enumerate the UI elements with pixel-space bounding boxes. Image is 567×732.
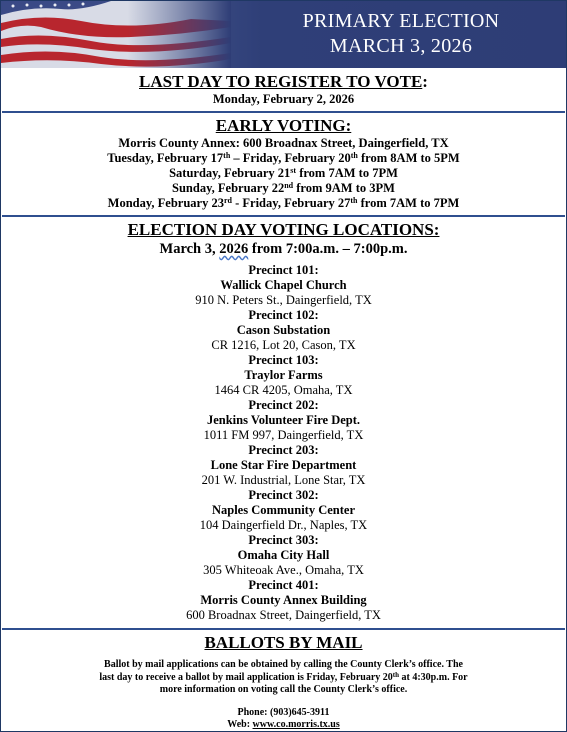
precinct-label: Precinct 401:	[248, 578, 319, 592]
precinct-location-name: Omaha City Hall	[237, 548, 330, 562]
register-section	[1, 68, 566, 107]
precinct-entry	[1, 488, 566, 533]
header-banner	[1, 1, 566, 68]
precinct-location-name: Naples Community Center	[211, 503, 356, 517]
precinct-location-name: Wallick Chapel Church	[220, 278, 347, 292]
election-day-section	[1, 217, 566, 623]
election-title: PRIMARY ELECTION	[302, 10, 500, 32]
precinct-entry	[1, 308, 566, 353]
banner-title	[236, 9, 566, 59]
precinct-address: CR 1216, Lot 20, Cason, TX	[211, 338, 356, 352]
precinct-address: 104 Daingerfield Dr., Naples, TX	[199, 518, 368, 532]
precinct-entry	[1, 533, 566, 578]
precinct-entry	[1, 398, 566, 443]
early-voting-heading: EARLY VOTING:	[215, 116, 352, 135]
ballots-text-2: last day to receive a ballot by mail application is Friday, February 20th at 4:30p.m. For	[99, 670, 468, 683]
precinct-entry	[1, 263, 566, 308]
precinct-entry	[1, 353, 566, 398]
website-link[interactable]: www.co.morris.tx.us	[252, 719, 340, 730]
election-day-heading: ELECTION DAY VOTING LOCATIONS:	[127, 220, 440, 239]
precinct-entry	[1, 443, 566, 488]
precinct-location-name: Jenkins Volunteer Fire Dept.	[206, 413, 361, 427]
precinct-label: Precinct 303:	[248, 533, 319, 547]
election-date: MARCH 3, 2026	[329, 35, 473, 57]
early-voting-section	[1, 113, 566, 211]
precinct-label: Precinct 302:	[248, 488, 319, 502]
american-flag-icon	[1, 1, 231, 68]
precinct-address: 201 W. Industrial, Lone Star, TX	[201, 473, 366, 487]
website: Web: www.co.morris.tx.us	[227, 719, 340, 730]
precinct-list	[1, 258, 566, 623]
precinct-label: Precinct 202:	[248, 398, 319, 412]
precinct-label: Precinct 101:	[248, 263, 319, 277]
register-heading: LAST DAY TO REGISTER TO VOTE:	[139, 72, 428, 91]
precinct-location-name: Lone Star Fire Department	[210, 458, 357, 472]
ballots-text-3: more information on voting call the County Clerk’s office.	[159, 684, 408, 695]
precinct-location-name: Morris County Annex Building	[200, 593, 367, 607]
ballots-by-mail-heading: BALLOTS BY MAIL	[204, 633, 363, 652]
early-voting-schedule-3: Sunday, February 22nd from 9AM to 3PM	[172, 181, 395, 195]
precinct-address: 305 Whiteoak Ave., Omaha, TX	[203, 563, 364, 577]
early-voting-schedule-1: Tuesday, February 17th – Friday, February 20th from 8AM to 5PM	[107, 151, 460, 165]
ballots-by-mail-section	[1, 630, 566, 732]
phone-number: Phone: (903)645-3911	[237, 706, 330, 718]
early-voting-schedule-2: Saturday, February 21st from 7AM to 7PM	[169, 166, 398, 180]
precinct-location-name: Traylor Farms	[244, 368, 323, 382]
precinct-address: 910 N. Peters St., Daingerfield, TX	[195, 293, 372, 307]
precinct-label: Precinct 103:	[248, 353, 319, 367]
precinct-address: 1011 FM 997, Daingerfield, TX	[203, 428, 364, 442]
precinct-address: 1464 CR 4205, Omaha, TX	[214, 383, 353, 397]
register-date: Monday, February 2, 2026	[212, 92, 355, 106]
ballots-text-1: Ballot by mail applications can be obtained by calling the County Clerk’s office. The	[104, 659, 463, 670]
precinct-label: Precinct 102:	[248, 308, 319, 322]
precinct-entry	[1, 578, 566, 623]
precinct-location-name: Cason Substation	[236, 323, 331, 337]
election-day-hours: March 3, 2026 from 7:00a.m. – 7:00p.m.	[159, 241, 408, 257]
precinct-address: 600 Broadnax Street, Daingerfield, TX	[186, 608, 381, 622]
early-voting-schedule-4: Monday, February 23rd - Friday, February 27th from 7AM to 7PM	[107, 196, 460, 210]
precinct-label: Precinct 203:	[248, 443, 319, 457]
early-voting-location: Morris County Annex: 600 Broadnax Street, Daingerfield, TX	[118, 136, 449, 150]
